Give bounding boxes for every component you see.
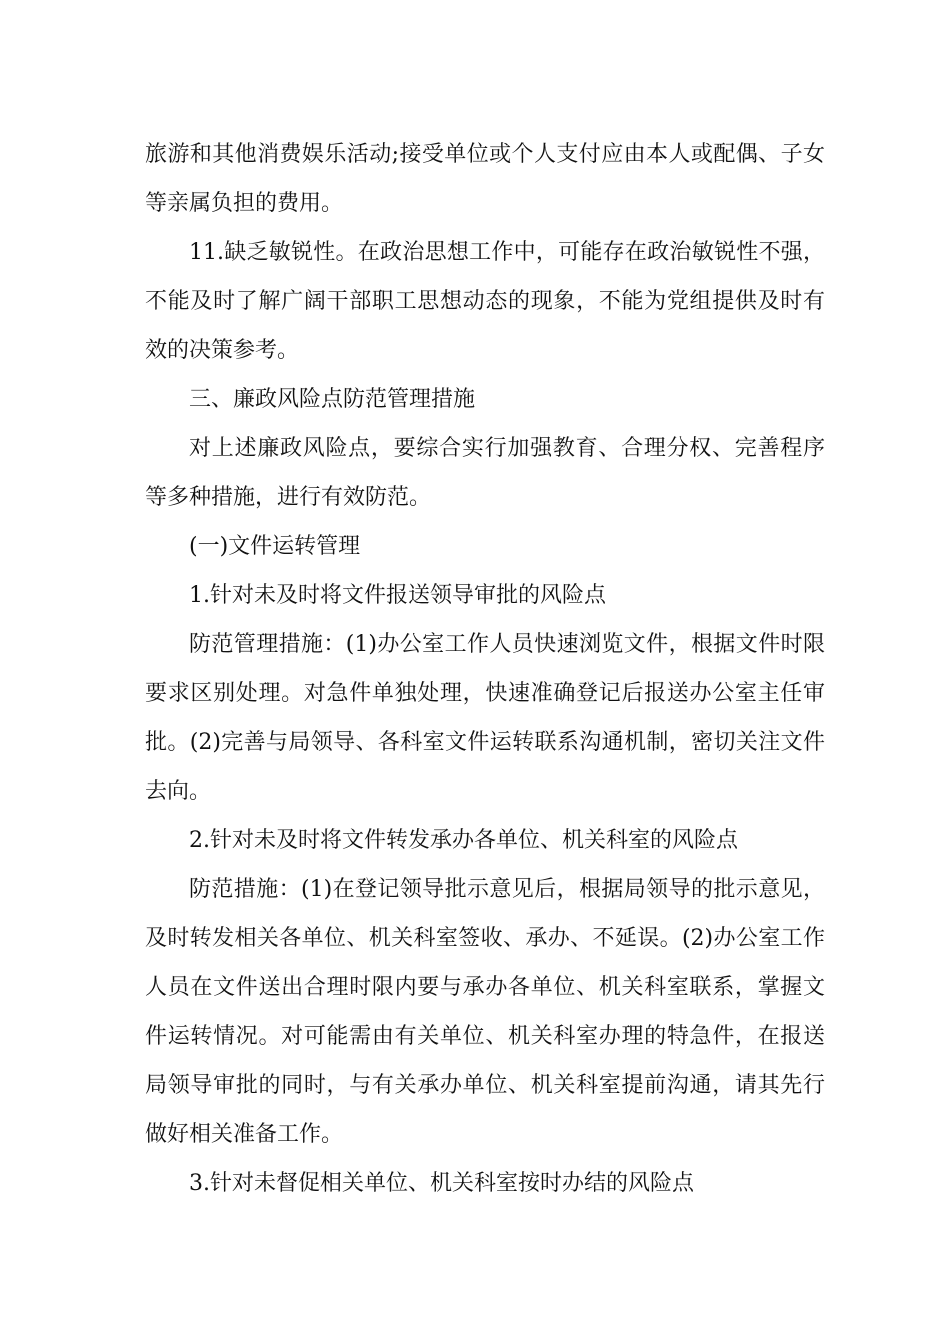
paragraph-intro: 对上述廉政风险点，要综合实行加强教育、合理分权、完善程序等多种措施，进行有效防范。 — [145, 436, 825, 510]
subsection-heading-1: (一)文件运转管理 — [189, 534, 361, 559]
document-body — [145, 130, 825, 1208]
section-heading-3: 三、廉政风险点防范管理措施 — [189, 387, 476, 412]
risk-point-2: 2.针对未及时将文件转发承办各单位、机关科室的风险点 — [189, 828, 738, 853]
paragraph-item-11: 11.缺乏敏锐性。在政治思想工作中，可能存在政治敏锐性不强，不能及时了解广阔干部职工思想动态的现象，不能为党组提供及时有效的决策参考。 — [145, 240, 825, 363]
risk-point-3: 3.针对未督促相关单位、机关科室按时办结的风险点 — [189, 1171, 694, 1196]
measures-1: 防范管理措施：(1)办公室工作人员快速浏览文件，根据文件时限要求区别处理。对急件单独处理，快速准确登记后报送办公室主任审批。(2)完善与局领导、各科室文件运转联系沟通机制，密切关注文件去向。 — [145, 632, 825, 804]
paragraph-continuation: 旅游和其他消费娱乐活动;接受单位或个人支付应由本人或配偶、子女等亲属负担的费用。 — [145, 142, 825, 216]
measures-2: 防范措施：(1)在登记领导批示意见后，根据局领导的批示意见，及时转发相关各单位、机关科室签收、承办、不延误。(2)办公室工作人员在文件送出合理时限内要与承办各单位、机关科室联系，掌握文件运转情况。对可能需由有关单位、机关科室办理的特急件，在报送局领导审批的同时，与有关承办单位、机关科室提前沟通，请其先行做好相关准备工作。 — [145, 877, 825, 1147]
risk-point-1: 1.针对未及时将文件报送领导审批的风险点 — [189, 583, 606, 608]
